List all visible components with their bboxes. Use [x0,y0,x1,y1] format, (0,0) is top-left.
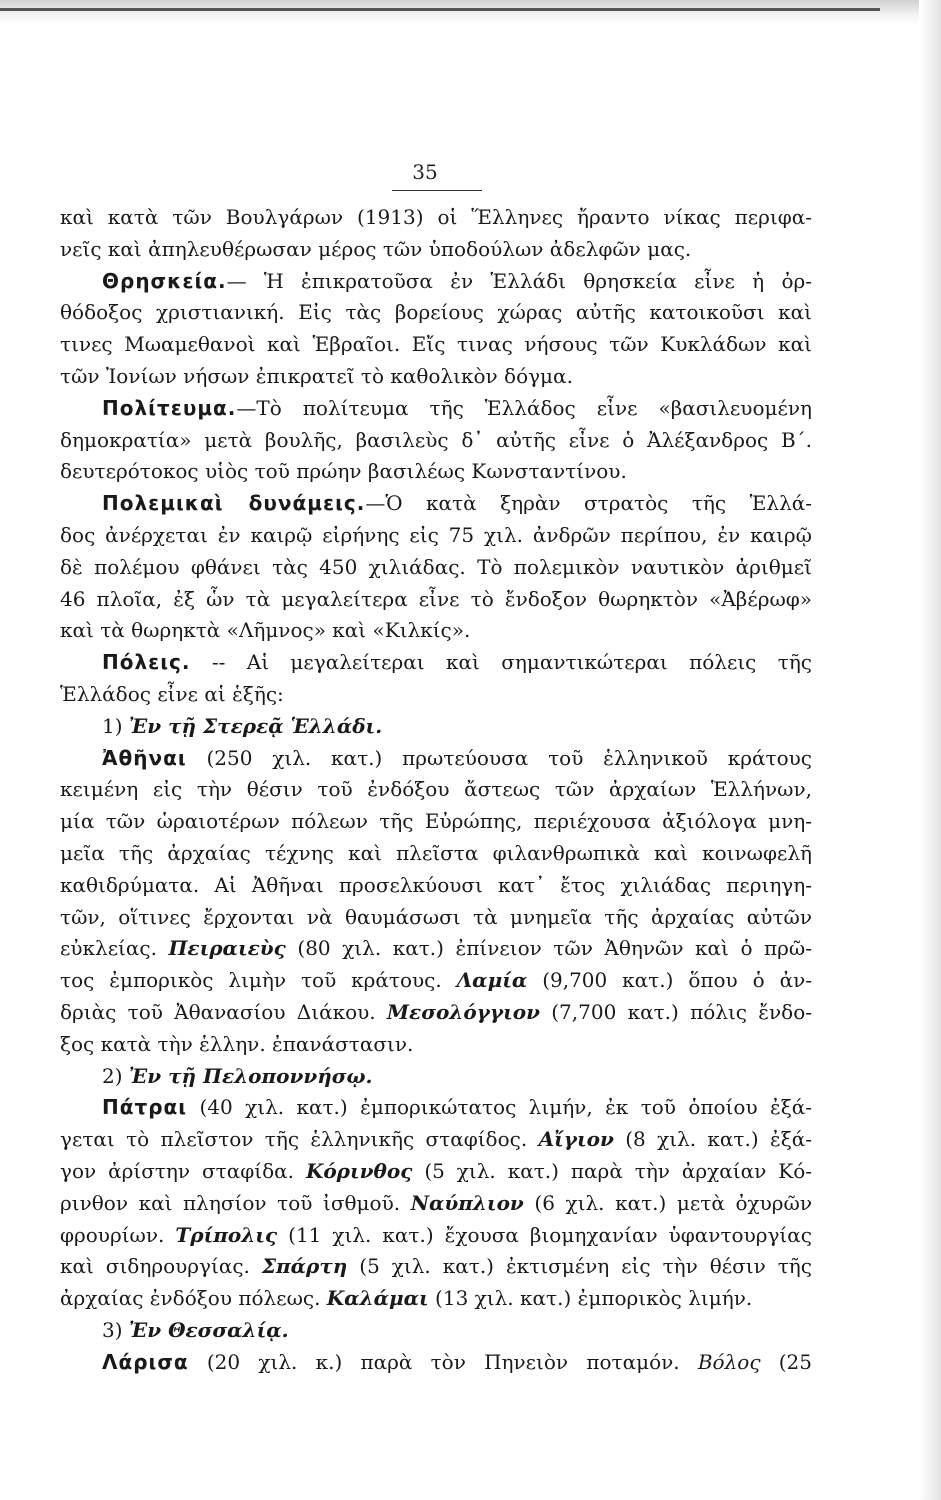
text-line: γεται τὸ πλεῖστον τῆς ἑλληνικῆς σταφίδος. Αἴγιον (8 χιλ. κατ.) ἐξά- [60,1127,812,1152]
text-line: καὶ τὰ θωρηκτὰ «Λῆμνος» καὶ «Κιλκίς». [60,618,471,643]
city-entry-larisa: Λάρισα (20 χιλ. κ.) παρὰ τὸν Πηνειὸν ποταμόν. Βόλος (25 [102,1349,812,1374]
text-line: γον ἀρίστην σταφίδα. Κόρινθος (5 χιλ. κατ.) παρὰ τὴν ἀρχαίαν Κό- [60,1158,812,1183]
section-heading-cities: Πόλεις. -- Αἱ μεγαλείτεραι καὶ σημαντικώτεραι πόλεις τῆς [102,650,812,675]
text-line: 46 πλοῖα, ἐξ ὧν τὰ μεγαλείτερα εἶνε τὸ ἔνδοξον θωρηκτὸν «Ἀβέρωφ» [60,586,812,611]
page-number-rule [392,190,482,191]
section-heading-religion: Θρησκεία.— Ἡ ἐπικρατοῦσα ἐν Ἑλλάδι θρησκεία εἶνε ἡ ὀρ- [102,268,812,293]
text-line: δος ἀνέρχεται ἐν καιρῷ εἰρήνης εἰς 75 χιλ. ἀνδρῶν περίπου, ἐν καιρῷ [60,522,812,547]
text-line: θόδοξος χριστιανική. Εἰς τὰς βορείους χώρας αὐτῆς κατοικοῦσι καὶ [60,300,812,325]
text-line: Ἑλλάδος εἶνε αἱ ἑξῆς: [60,681,284,706]
text-line: ξος κατὰ τὴν ἑλλην. ἐπανάστασιν. [60,1031,414,1056]
text-line: καὶ κατὰ τῶν Βουλγάρων (1913) οἱ Ἕλληνες ἤραντο νίκας περιφα- [60,205,812,229]
section-heading-polity: Πολίτευμα.—Τὸ πολίτευμα τῆς Ἑλλάδος εἶνε «βασιλευομένη [102,395,812,420]
city-entry-patras: Πάτραι (40 χιλ. κατ.) ἐμπορικώτατος λιμήν, ἐκ τοῦ ὁποίου ἐξά- [102,1095,812,1120]
page-number: 35 [412,160,438,184]
subsection-heading: 3) Ἐν Θεσσαλίᾳ. [102,1317,289,1342]
body-text [60,202,812,1378]
text-line: νεῖς καὶ ἀπηλευθέρωσαν μέρος τῶν ὑποδούλων ἀδελφῶν μας. [60,236,692,261]
text-line: κειμένη εἰς τὴν θέσιν τοῦ ἐνδόξου ἄστεως τῶν ἀρχαίων Ἑλλήνων, [60,777,812,802]
subsection-heading: 2) Ἐν τῇ Πελοποννήσῳ. [102,1063,373,1088]
scan-top-rule [0,8,880,11]
text-line: μία τῶν ὡραιοτέρων πόλεων τῆς Εὐρώπης, περιέχουσα ἀξιόλογα μνη- [60,809,812,834]
text-line: καὶ σιδηρουργίας. Σπάρτη (5 χιλ. κατ.) ἐκτισμένη εἰς τὴν θέσιν τῆς [60,1254,812,1279]
text-line: φρουρίων. Τρίπολις (11 χιλ. κατ.) ἔχουσα βιομηχανίαν ὑφαντουργίας [60,1222,812,1247]
text-line: εὐκλείας. Πειραιεὺς (80 χιλ. κατ.) ἐπίνειον τῶν Ἀθηνῶν καὶ ὁ πρῶ- [60,936,812,961]
text-line: καθιδρύματα. Αἱ Ἀθῆναι προσελκύουσι κατ᾽ ἔτος χιλιάδας περιηγη- [60,872,812,897]
text-line: τῶν, οἵτινες ἔρχονται νὰ θαυμάσωσι τὰ μνημεῖα τῆς ἀρχαίας αὐτῶν [60,904,812,929]
scan-top-edge [0,0,941,24]
text-line: δευτερότοκος υἱὸς τοῦ πρώην βασιλέως Κωνσταντίνου. [60,459,627,484]
text-line: δὲ πολέμου φθάνει τὰς 450 χιλιάδας. Τὸ πολεμικὸν ναυτικὸν ἀριθμεῖ [60,554,812,579]
section-heading-military: Πολεμικαὶ δυνάμεις.—Ὁ κατὰ ξηρὰν στρατὸς τῆς Ἑλλά- [102,491,812,516]
text-line: μεῖα τῆς ἀρχαίας τέχνης καὶ πλεῖστα φιλανθρωπικὰ καὶ κοινωφελῆ [60,840,812,865]
text-line: δριὰς τοῦ Ἀθανασίου Διάκου. Μεσολόγγιον (7,700 κατ.) πόλις ἔνδο- [60,999,812,1024]
city-entry-athens: Ἀθῆναι (250 χιλ. κατ.) πρωτεύουσα τοῦ ἑλληνικοῦ κράτους [102,745,812,770]
text-line: τινες Μωαμεθανοὶ καὶ Ἑβραῖοι. Εἴς τινας νήσους τῶν Κυκλάδων καὶ [60,332,812,357]
text-line: τος ἐμπορικὸς λιμὴν τοῦ κράτους. Λαμία (9,700 κατ.) ὅπου ὁ ἀν- [60,968,812,993]
text-line: τῶν Ἰονίων νήσων ἐπικρατεῖ τὸ καθολικὸν δόγμα. [60,363,573,388]
scan-right-shadow [919,0,941,1500]
text-line: ἀρχαίας ἐνδόξου πόλεως. Καλάμαι (13 χιλ. κατ.) ἐμπορικὸς λιμήν. [60,1286,753,1311]
text-line: ρινθον καὶ πλησίον τοῦ ἰσθμοῦ. Ναύπλιον (6 χιλ. κατ.) μετὰ ὀχυρῶν [60,1190,812,1215]
subsection-heading: 1) Ἐν τῇ Στερεᾷ Ἑλλάδι. [102,713,383,738]
text-line: δημοκρατία» μετὰ βουλῆς, βασιλεὺς δ᾽ αὐτῆς εἶνε ὁ Ἀλέξανδρος Β΄. [60,427,812,452]
